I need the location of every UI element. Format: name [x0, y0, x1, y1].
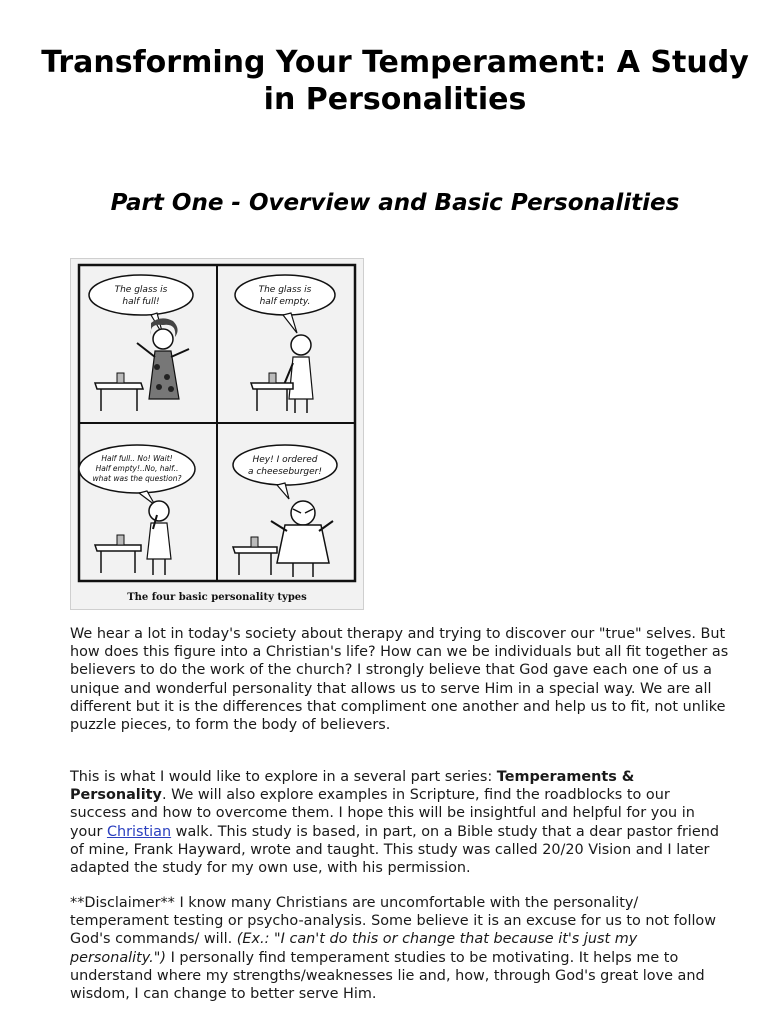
disclaimer-paragraph [70, 894, 730, 1003]
series-text-b: . We will also explore examples in Scripture, find the roadblocks to our success and how to overcome them. I hope this will be insightful and helpful for you in your [70, 787, 695, 840]
speech-bubble [235, 275, 335, 315]
document-title: Transforming Your Temperament: A Study in Personalities [41, 45, 749, 117]
head [153, 329, 173, 349]
disclaimer-text-a: **Disclaimer** I know many Christians are uncomfortable with the personality/ temperament testing or psycho-analysis. Some believe it is an excuse for us to not follow God's commands/ will. [70, 895, 717, 948]
speech-bubble [233, 445, 337, 485]
bubble-text-3a: Half full.. No! Wait! [101, 454, 173, 463]
disclaimer-example: (Ex.: "I can't do this or change that because it's just my personality.") [70, 931, 638, 966]
bubble-text-4a: Hey! I ordered [252, 455, 318, 465]
intro-paragraph: We hear a lot in today's society about therapy and trying to discover our "true" selves. But how does this figure into a Christian's life? How can we be individuals but all fit together as believers to do the work of the church? I strongly believe that God gave each one of us a unique and wonderful personality that allows us to serve Him in a special way. We are all different but it is the differences that compliment one another and help us to fit, not unlike puzzle pieces, to form the body of believers. [70, 626, 729, 734]
series-paragraph [70, 768, 730, 877]
bubble-text-2a: The glass is [258, 285, 312, 295]
series-text-c: walk. This study is based, in part, on a Bible study that a dear pastor friend of mine, Frank Hayward, wrote and taught. This study was called 20/20 Vision and I later adapted the study for my own use, with his permission. [70, 823, 720, 877]
series-bold-term: Temperaments & Personality [70, 769, 635, 804]
bubble-text-1b: half full! [122, 297, 160, 307]
head [291, 501, 315, 525]
bubble-text-2b: half empty. [259, 297, 311, 307]
section-subtitle: Part One - Overview and Basic Personalities [110, 190, 680, 216]
head [291, 335, 311, 355]
series-text-a: This is what I would like to explore in a several part series: [70, 769, 497, 785]
bubble-text-3b: Half empty!..No, half.. [95, 464, 179, 473]
cartoon-illustration [71, 259, 363, 609]
disclaimer-text-b: I personally find temperament studies to be motivating. It helps me to understand where my strengths/weaknesses lie and, how, through God's great love and wisdom, I can change to better serve Him. [70, 949, 705, 1003]
cartoon-figure [70, 258, 364, 610]
bubble-text-1a: The glass is [114, 285, 168, 295]
head [149, 501, 169, 521]
bubble-text-3c: what was the question? [92, 474, 182, 483]
figure-caption: The four basic personality types [127, 592, 307, 603]
bubble-text-4b: a cheeseburger! [247, 467, 323, 477]
speech-bubble [89, 275, 193, 315]
christian-link[interactable]: Christian [106, 823, 172, 840]
